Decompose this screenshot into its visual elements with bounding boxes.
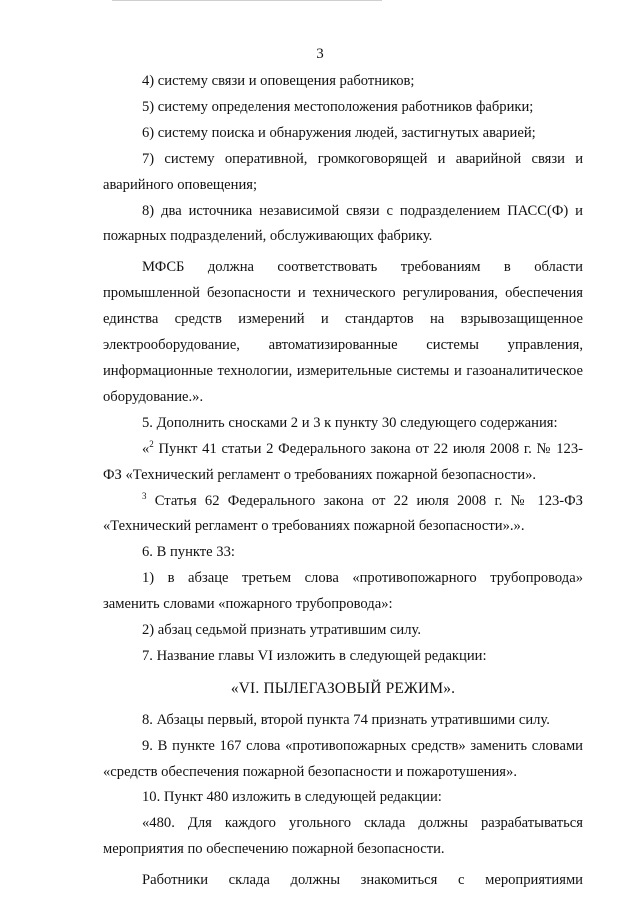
paragraph-clause-6: 6. В пункте 33: <box>142 544 235 561</box>
paragraph-item-4: 4) систему связи и оповещения работников; <box>142 73 415 89</box>
scan-edge-line <box>112 0 382 1</box>
paragraph-clause-7: 7. Название главы VI изложить в следующей редакции: <box>142 647 487 664</box>
paragraph-clause-10: 10. Пункт 480 изложить в следующей редакции: <box>142 789 442 806</box>
paragraph-workers: Работники склада должны знакомиться с мероприятиями <box>142 872 583 889</box>
paragraph-item-6: 6) систему поиска и обнаружения людей, застигнутых аварией; <box>142 124 536 141</box>
paragraph-clause-9: 9. В пункте 167 слова «противопожарных средств» заменить словами «средств обеспечения пожарной безопасности и пожаротушения». <box>103 737 583 780</box>
paragraph-item-8: 8) два источника независимой связи с подразделением ПАСС(Ф) и пожарных подразделений, обслуживающих фабрику. <box>103 202 583 245</box>
chapter-heading: «VI. ПЫЛЕГАЗОВЫЙ РЕЖИМ». <box>230 679 456 697</box>
paragraph-clause-480: «480. Для каждого угольного склада должны разрабатываться мероприятия по обеспечению пожарной безопасности. <box>103 815 583 858</box>
document-body <box>103 69 583 894</box>
footnote-2-body: Пункт 41 статьи 2 Федерального закона от 22 июля 2008 г. № 123-ФЗ «Технический регламент о требованиях пожарной безопасности». <box>103 440 583 483</box>
footnote-2-marker: 2 <box>149 438 154 449</box>
paragraph-clause-5: 5. Дополнить сносками 2 и 3 к пункту 30 следующего содержания: <box>142 414 558 431</box>
paragraph-clause-8: 8. Абзацы первый, второй пункта 74 признать утратившими силу. <box>142 711 550 728</box>
footnote-2-open-quote: « <box>142 440 150 457</box>
paragraph-item-5: 5) систему определения местоположения работников фабрики; <box>142 98 534 115</box>
page-number: 3 <box>316 46 324 62</box>
footnote-3-marker: 3 <box>142 490 147 501</box>
footnote-3-text <box>103 489 583 541</box>
paragraph-item-7: 7) систему оперативной, громкоговорящей и аварийной связи и аварийного оповещения; <box>103 150 583 193</box>
footnote-2-text <box>103 437 583 489</box>
paragraph-clause-6-sub-2: 2) абзац седьмой признать утратившим силу. <box>142 622 422 639</box>
paragraph-clause-6-sub-1: 1) в абзаце третьем слова «противопожарного трубопровода» заменить словами «пожарного трубопровода»: <box>103 570 583 613</box>
paragraph-mfsb-requirements: МФСБ должна соответствовать требованиям в области промышленной безопасности и технического регулирования, обеспечения единства средств измерений и стандартов на взрывозащищенное электрооборудование, автоматизированные системы управления, информационные технологии, измерительные системы и газоаналитическое оборудование.». <box>103 259 583 405</box>
footnote-3-body: Статья 62 Федерального закона от 22 июля 2008 г. № 123-ФЗ «Технический регламент о требованиях пожарной безопасности».». <box>103 492 583 535</box>
